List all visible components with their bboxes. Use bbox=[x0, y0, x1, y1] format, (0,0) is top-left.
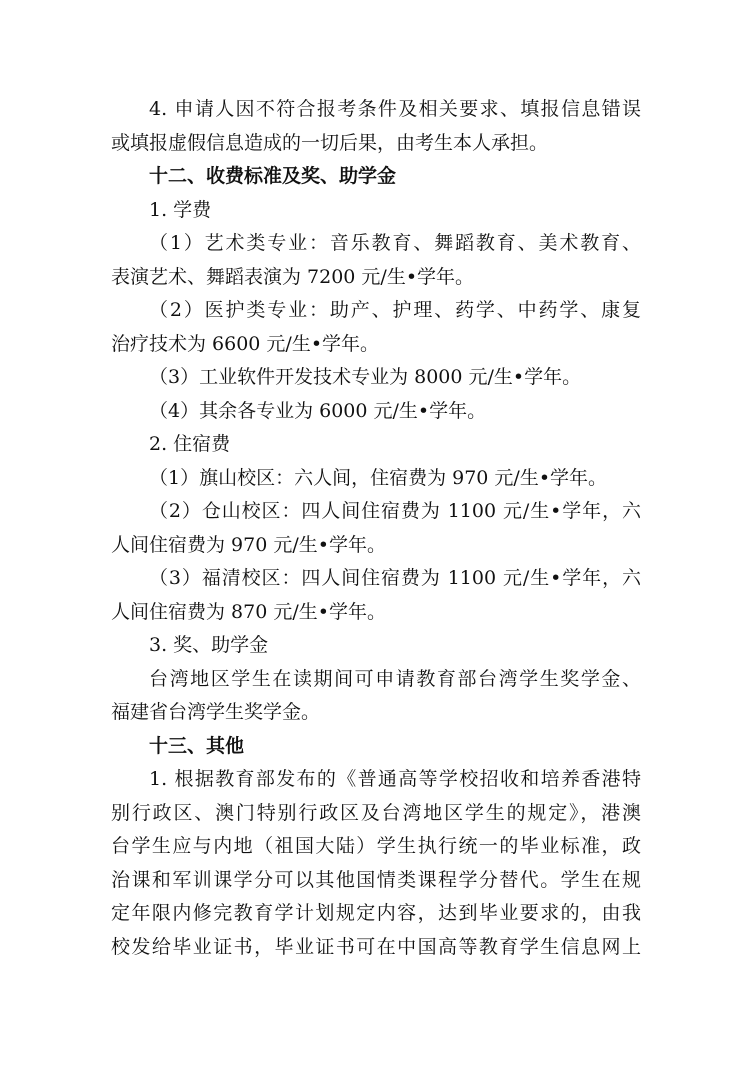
paragraph-line: （1）旗山校区：六人间，住宿费为 970 元/生•学年。 bbox=[149, 467, 608, 489]
subsection-heading: 3. 奖、助学金 bbox=[149, 634, 269, 656]
paragraph-line: （2）仓山校区：四人间住宿费为 1100 元/生•学年，六 bbox=[149, 500, 641, 522]
paragraph-line: （3）工业软件开发技术专业为 8000 元/生•学年。 bbox=[149, 366, 582, 388]
paragraph-line: （3）福清校区：四人间住宿费为 1100 元/生•学年，六 bbox=[149, 567, 641, 589]
paragraph-line: 4. 申请人因不符合报考条件及相关要求、填报信息错误 bbox=[149, 98, 641, 120]
paragraph-line: 治疗技术为 6600 元/生•学年。 bbox=[111, 333, 380, 355]
paragraph-line: 治课和军训课学分可以其他国情类课程学分替代。学生在规 bbox=[111, 869, 641, 891]
section-heading: 十三、其他 bbox=[149, 735, 245, 757]
subsection-heading: 2. 住宿费 bbox=[149, 433, 231, 455]
paragraph-line: 或填报虚假信息造成的一切后果，由考生本人承担。 bbox=[111, 132, 549, 154]
section-heading: 十二、收费标准及奖、助学金 bbox=[149, 165, 397, 187]
paragraph-line: 表演艺术、舞蹈表演为 7200 元/生•学年。 bbox=[111, 266, 475, 288]
paragraph-line: （1）艺术类专业：音乐教育、舞蹈教育、美术教育、 bbox=[149, 232, 641, 254]
paragraph-line: （4）其余各专业为 6000 元/生•学年。 bbox=[149, 400, 487, 422]
paragraph-line: 1. 根据教育部发布的《普通高等学校招收和培养香港特 bbox=[149, 768, 641, 790]
paragraph-line: 台学生应与内地（祖国大陆）学生执行统一的毕业标准，政 bbox=[111, 835, 641, 857]
paragraph-line: 人间住宿费为 870 元/生•学年。 bbox=[111, 601, 386, 623]
paragraph-line: （2）医护类专业：助产、护理、药学、中药学、康复 bbox=[149, 299, 641, 321]
paragraph-line: 人间住宿费为 970 元/生•学年。 bbox=[111, 534, 386, 556]
paragraph-line: 定年限内修完教育学计划规定内容，达到毕业要求的，由我 bbox=[111, 902, 641, 924]
subsection-heading: 1. 学费 bbox=[149, 199, 212, 221]
paragraph-line: 别行政区、澳门特别行政区及台湾地区学生的规定》，港澳 bbox=[111, 802, 641, 824]
paragraph-line: 校发给毕业证书，毕业证书可在中国高等教育学生信息网上 bbox=[111, 936, 641, 958]
paragraph-line: 台湾地区学生在读期间可申请教育部台湾学生奖学金、 bbox=[149, 668, 641, 690]
paragraph-line: 福建省台湾学生奖学金。 bbox=[111, 701, 321, 723]
